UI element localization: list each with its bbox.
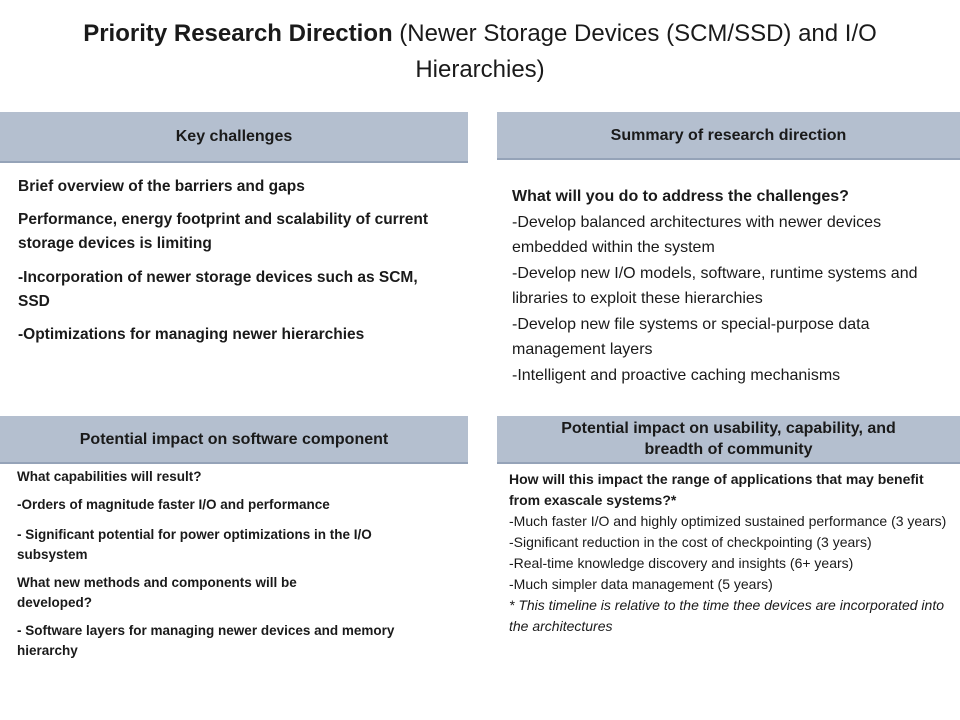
usability-impact-header	[497, 416, 960, 464]
key-challenges-panel	[18, 175, 444, 347]
sw-line: -Orders of magnitude faster I/O and performance	[17, 497, 330, 512]
page-title-rest: (Newer Storage Devices (SCM/SSD) and I/O Hierarchies)	[392, 20, 877, 83]
page-title-bold: Priority Research Direction	[83, 20, 393, 47]
key-challenges-header-label: Key challenges	[175, 128, 293, 145]
us-line: -Real-time knowledge discovery and insights (6+ years)	[509, 555, 854, 571]
us-line: -Much faster I/O and highly optimized sustained performance (3 years)	[509, 513, 947, 529]
usability-impact-header-label: Potential impact on usability, capability, and breadth of community	[561, 420, 896, 458]
sw-line: What capabilities will result?	[17, 469, 202, 484]
kc-line: -Optimizations for managing newer hierarchies	[18, 326, 365, 343]
key-challenges-header	[0, 112, 468, 163]
research-direction-header	[497, 112, 960, 160]
kc-line: Performance, energy footprint and scalability of current storage devices is limiting	[18, 211, 428, 252]
rd-line: -Develop new I/O models, software, runtime systems and libraries to exploit these hierarchies	[512, 264, 918, 307]
page-title	[40, 16, 920, 88]
kc-line: -Incorporation of newer storage devices such as SCM, SSD	[18, 269, 418, 310]
rd-line: -Develop new file systems or special-purpose data management layers	[512, 315, 870, 358]
us-footnote: * This timeline is relative to the time thee devices are incorporated into the architectures	[509, 597, 944, 634]
usability-impact-panel	[509, 469, 949, 637]
research-direction-panel	[512, 184, 954, 388]
kc-line: Brief overview of the barriers and gaps	[18, 178, 305, 195]
rd-question: What will you do to address the challenges?	[512, 188, 849, 205]
software-impact-panel	[17, 467, 445, 661]
sw-line: What new methods and components will be developed?	[17, 575, 297, 610]
rd-line: -Intelligent and proactive caching mechanisms	[512, 366, 841, 384]
sw-line: - Software layers for managing newer devices and memory hierarchy	[17, 623, 395, 658]
software-impact-header	[0, 416, 468, 464]
research-direction-header-label: Summary of research direction	[610, 126, 847, 144]
us-line: -Much simpler data management (5 years)	[509, 576, 773, 592]
rd-line: -Develop balanced architectures with newer devices embedded within the system	[512, 213, 882, 256]
us-line: -Significant reduction in the cost of checkpointing (3 years)	[509, 534, 872, 550]
software-impact-header-label: Potential impact on software component	[79, 430, 389, 448]
sw-line: - Significant potential for power optimizations in the I/O subsystem	[17, 527, 372, 562]
us-question: How will this impact the range of applications that may benefit from exascale systems?*	[509, 471, 924, 508]
